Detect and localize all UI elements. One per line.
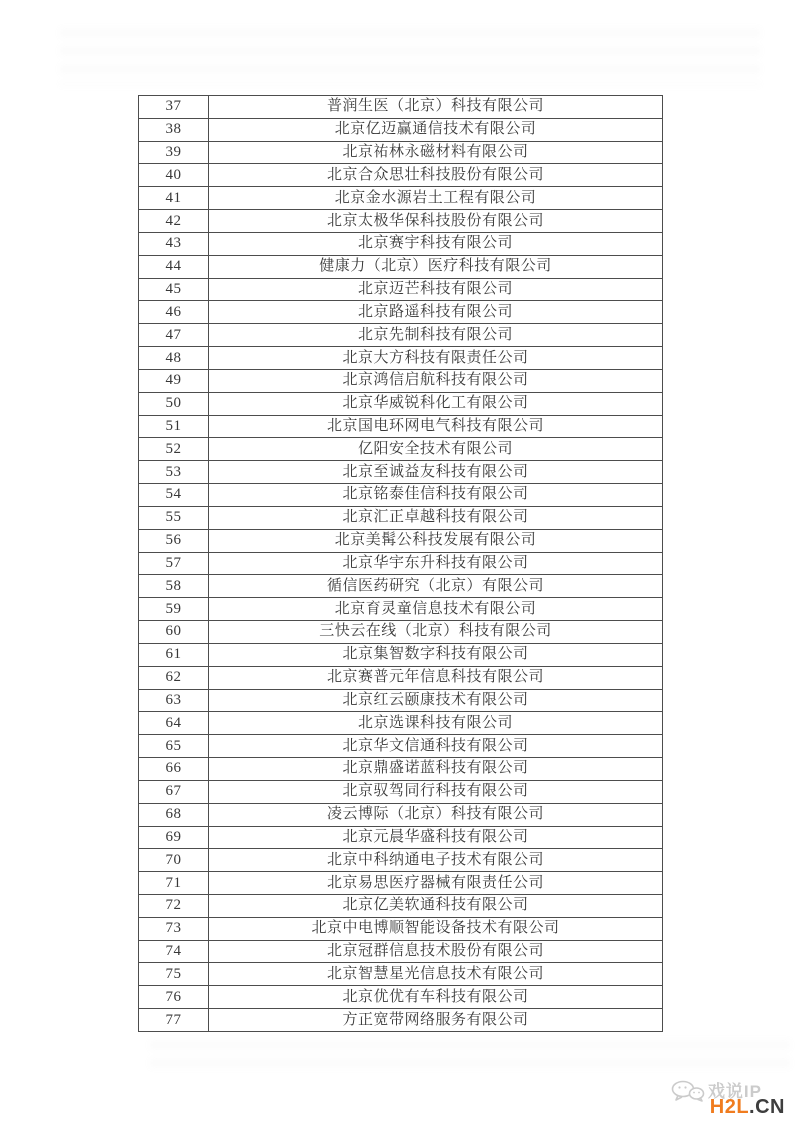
row-number-cell: 71 [139,872,209,895]
company-name-cell: 北京赛普元年信息科技有限公司 [209,666,663,689]
row-number-cell: 52 [139,438,209,461]
table-row [139,164,663,187]
company-name-cell: 北京铭泰佳信科技有限公司 [209,484,663,507]
company-name-cell: 凌云博际（北京）科技有限公司 [209,803,663,826]
row-number-cell: 51 [139,415,209,438]
row-number-cell: 39 [139,141,209,164]
row-number-cell: 42 [139,210,209,233]
row-number-cell: 57 [139,552,209,575]
row-number-cell: 43 [139,232,209,255]
company-name-cell: 北京华文信通科技有限公司 [209,735,663,758]
row-number-cell: 37 [139,96,209,119]
table-row [139,872,663,895]
company-table [138,95,663,1032]
table-row [139,598,663,621]
row-number-cell: 66 [139,758,209,781]
row-number-cell: 59 [139,598,209,621]
row-number-cell: 63 [139,689,209,712]
company-name-cell: 北京选课科技有限公司 [209,712,663,735]
company-name-cell: 北京汇正卓越科技有限公司 [209,506,663,529]
row-number-cell: 58 [139,575,209,598]
company-name-cell: 北京育灵童信息技术有限公司 [209,598,663,621]
table-row [139,506,663,529]
company-name-cell: 北京祐林永磁材料有限公司 [209,141,663,164]
company-name-cell: 北京华威锐科化工有限公司 [209,392,663,415]
table-row [139,461,663,484]
row-number-cell: 50 [139,392,209,415]
company-name-cell: 方正宽带网络服务有限公司 [209,1009,663,1032]
table-row [139,575,663,598]
company-name-cell: 北京智慧星光信息技术有限公司 [209,963,663,986]
row-number-cell: 60 [139,621,209,644]
table-row [139,438,663,461]
company-name-cell: 普润生医（北京）科技有限公司 [209,96,663,119]
table-row [139,96,663,119]
company-name-cell: 北京迈芒科技有限公司 [209,278,663,301]
company-name-cell: 北京集智数字科技有限公司 [209,643,663,666]
company-name-cell: 北京中电博顺智能设备技术有限公司 [209,917,663,940]
table-row [139,552,663,575]
table-row [139,415,663,438]
row-number-cell: 62 [139,666,209,689]
table-row [139,141,663,164]
row-number-cell: 69 [139,826,209,849]
company-name-cell: 亿阳安全技术有限公司 [209,438,663,461]
table-row [139,643,663,666]
row-number-cell: 75 [139,963,209,986]
table-row [139,255,663,278]
table-row [139,118,663,141]
row-number-cell: 41 [139,187,209,210]
table-row [139,940,663,963]
company-name-cell: 北京太极华保科技股份有限公司 [209,210,663,233]
company-table-body [139,96,663,1032]
row-number-cell: 65 [139,735,209,758]
company-name-cell: 北京中科纳通电子技术有限公司 [209,849,663,872]
table-row [139,963,663,986]
table-row [139,210,663,233]
ghost-text-artifact-top [60,28,760,86]
company-name-cell: 北京至诚益友科技有限公司 [209,461,663,484]
company-name-cell: 北京大方科技有限责任公司 [209,347,663,370]
company-name-cell: 北京红云颐康技术有限公司 [209,689,663,712]
company-name-cell: 北京冠群信息技术股份有限公司 [209,940,663,963]
row-number-cell: 46 [139,301,209,324]
row-number-cell: 40 [139,164,209,187]
table-row [139,712,663,735]
company-name-cell: 北京华宇东升科技有限公司 [209,552,663,575]
table-row [139,689,663,712]
company-name-cell: 北京路遥科技有限公司 [209,301,663,324]
table-row [139,484,663,507]
company-name-cell: 北京鸿信启航科技有限公司 [209,369,663,392]
company-name-cell: 北京优优有车科技有限公司 [209,986,663,1009]
table-row [139,324,663,347]
row-number-cell: 48 [139,347,209,370]
table-row [139,849,663,872]
table-row [139,735,663,758]
site-watermark [671,1081,785,1117]
row-number-cell: 38 [139,118,209,141]
table-row [139,392,663,415]
wechat-icon [671,1080,705,1102]
row-number-cell: 61 [139,643,209,666]
table-row [139,621,663,644]
table-row [139,917,663,940]
table-row [139,187,663,210]
table-row [139,986,663,1009]
company-name-cell: 北京美髯公科技发展有限公司 [209,529,663,552]
row-number-cell: 73 [139,917,209,940]
company-name-cell: 北京合众思壮科技股份有限公司 [209,164,663,187]
row-number-cell: 55 [139,506,209,529]
company-name-cell: 北京国电环网电气科技有限公司 [209,415,663,438]
row-number-cell: 70 [139,849,209,872]
row-number-cell: 64 [139,712,209,735]
row-number-cell: 56 [139,529,209,552]
company-name-cell: 北京驭驾同行科技有限公司 [209,780,663,803]
table-row [139,803,663,826]
company-name-cell: 循信医药研究（北京）有限公司 [209,575,663,598]
company-name-cell: 北京先制科技有限公司 [209,324,663,347]
company-name-cell: 北京赛宇科技有限公司 [209,232,663,255]
row-number-cell: 67 [139,780,209,803]
row-number-cell: 49 [139,369,209,392]
row-number-cell: 76 [139,986,209,1009]
company-name-cell: 北京元晨华盛科技有限公司 [209,826,663,849]
row-number-cell: 77 [139,1009,209,1032]
table-row [139,232,663,255]
watermark-domain-tld: .CN [749,1096,785,1118]
table-row [139,894,663,917]
row-number-cell: 54 [139,484,209,507]
watermark-brand-text: 戏说IP [707,1081,762,1101]
table-row [139,278,663,301]
table-row [139,301,663,324]
row-number-cell: 45 [139,278,209,301]
company-name-cell: 北京易思医疗器械有限责任公司 [209,872,663,895]
table-row [139,347,663,370]
table-row [139,529,663,552]
company-name-cell: 健康力（北京）医疗科技有限公司 [209,255,663,278]
table-row [139,369,663,392]
watermark-domain-main: H2L [709,1096,750,1118]
watermark-domain [710,1097,785,1117]
row-number-cell: 44 [139,255,209,278]
company-name-cell: 北京金水源岩土工程有限公司 [209,187,663,210]
row-number-cell: 53 [139,461,209,484]
table-row [139,826,663,849]
row-number-cell: 74 [139,940,209,963]
row-number-cell: 47 [139,324,209,347]
row-number-cell: 68 [139,803,209,826]
table-row [139,666,663,689]
company-name-cell: 北京鼎盛诺蓝科技有限公司 [209,758,663,781]
company-name-cell: 三快云在线（北京）科技有限公司 [209,621,663,644]
company-name-cell: 北京亿迈赢通信技术有限公司 [209,118,663,141]
row-number-cell: 72 [139,894,209,917]
company-name-cell: 北京亿美软通科技有限公司 [209,894,663,917]
table-row [139,1009,663,1032]
table-row [139,758,663,781]
ghost-text-artifact-bottom [150,1040,790,1076]
table-row [139,780,663,803]
